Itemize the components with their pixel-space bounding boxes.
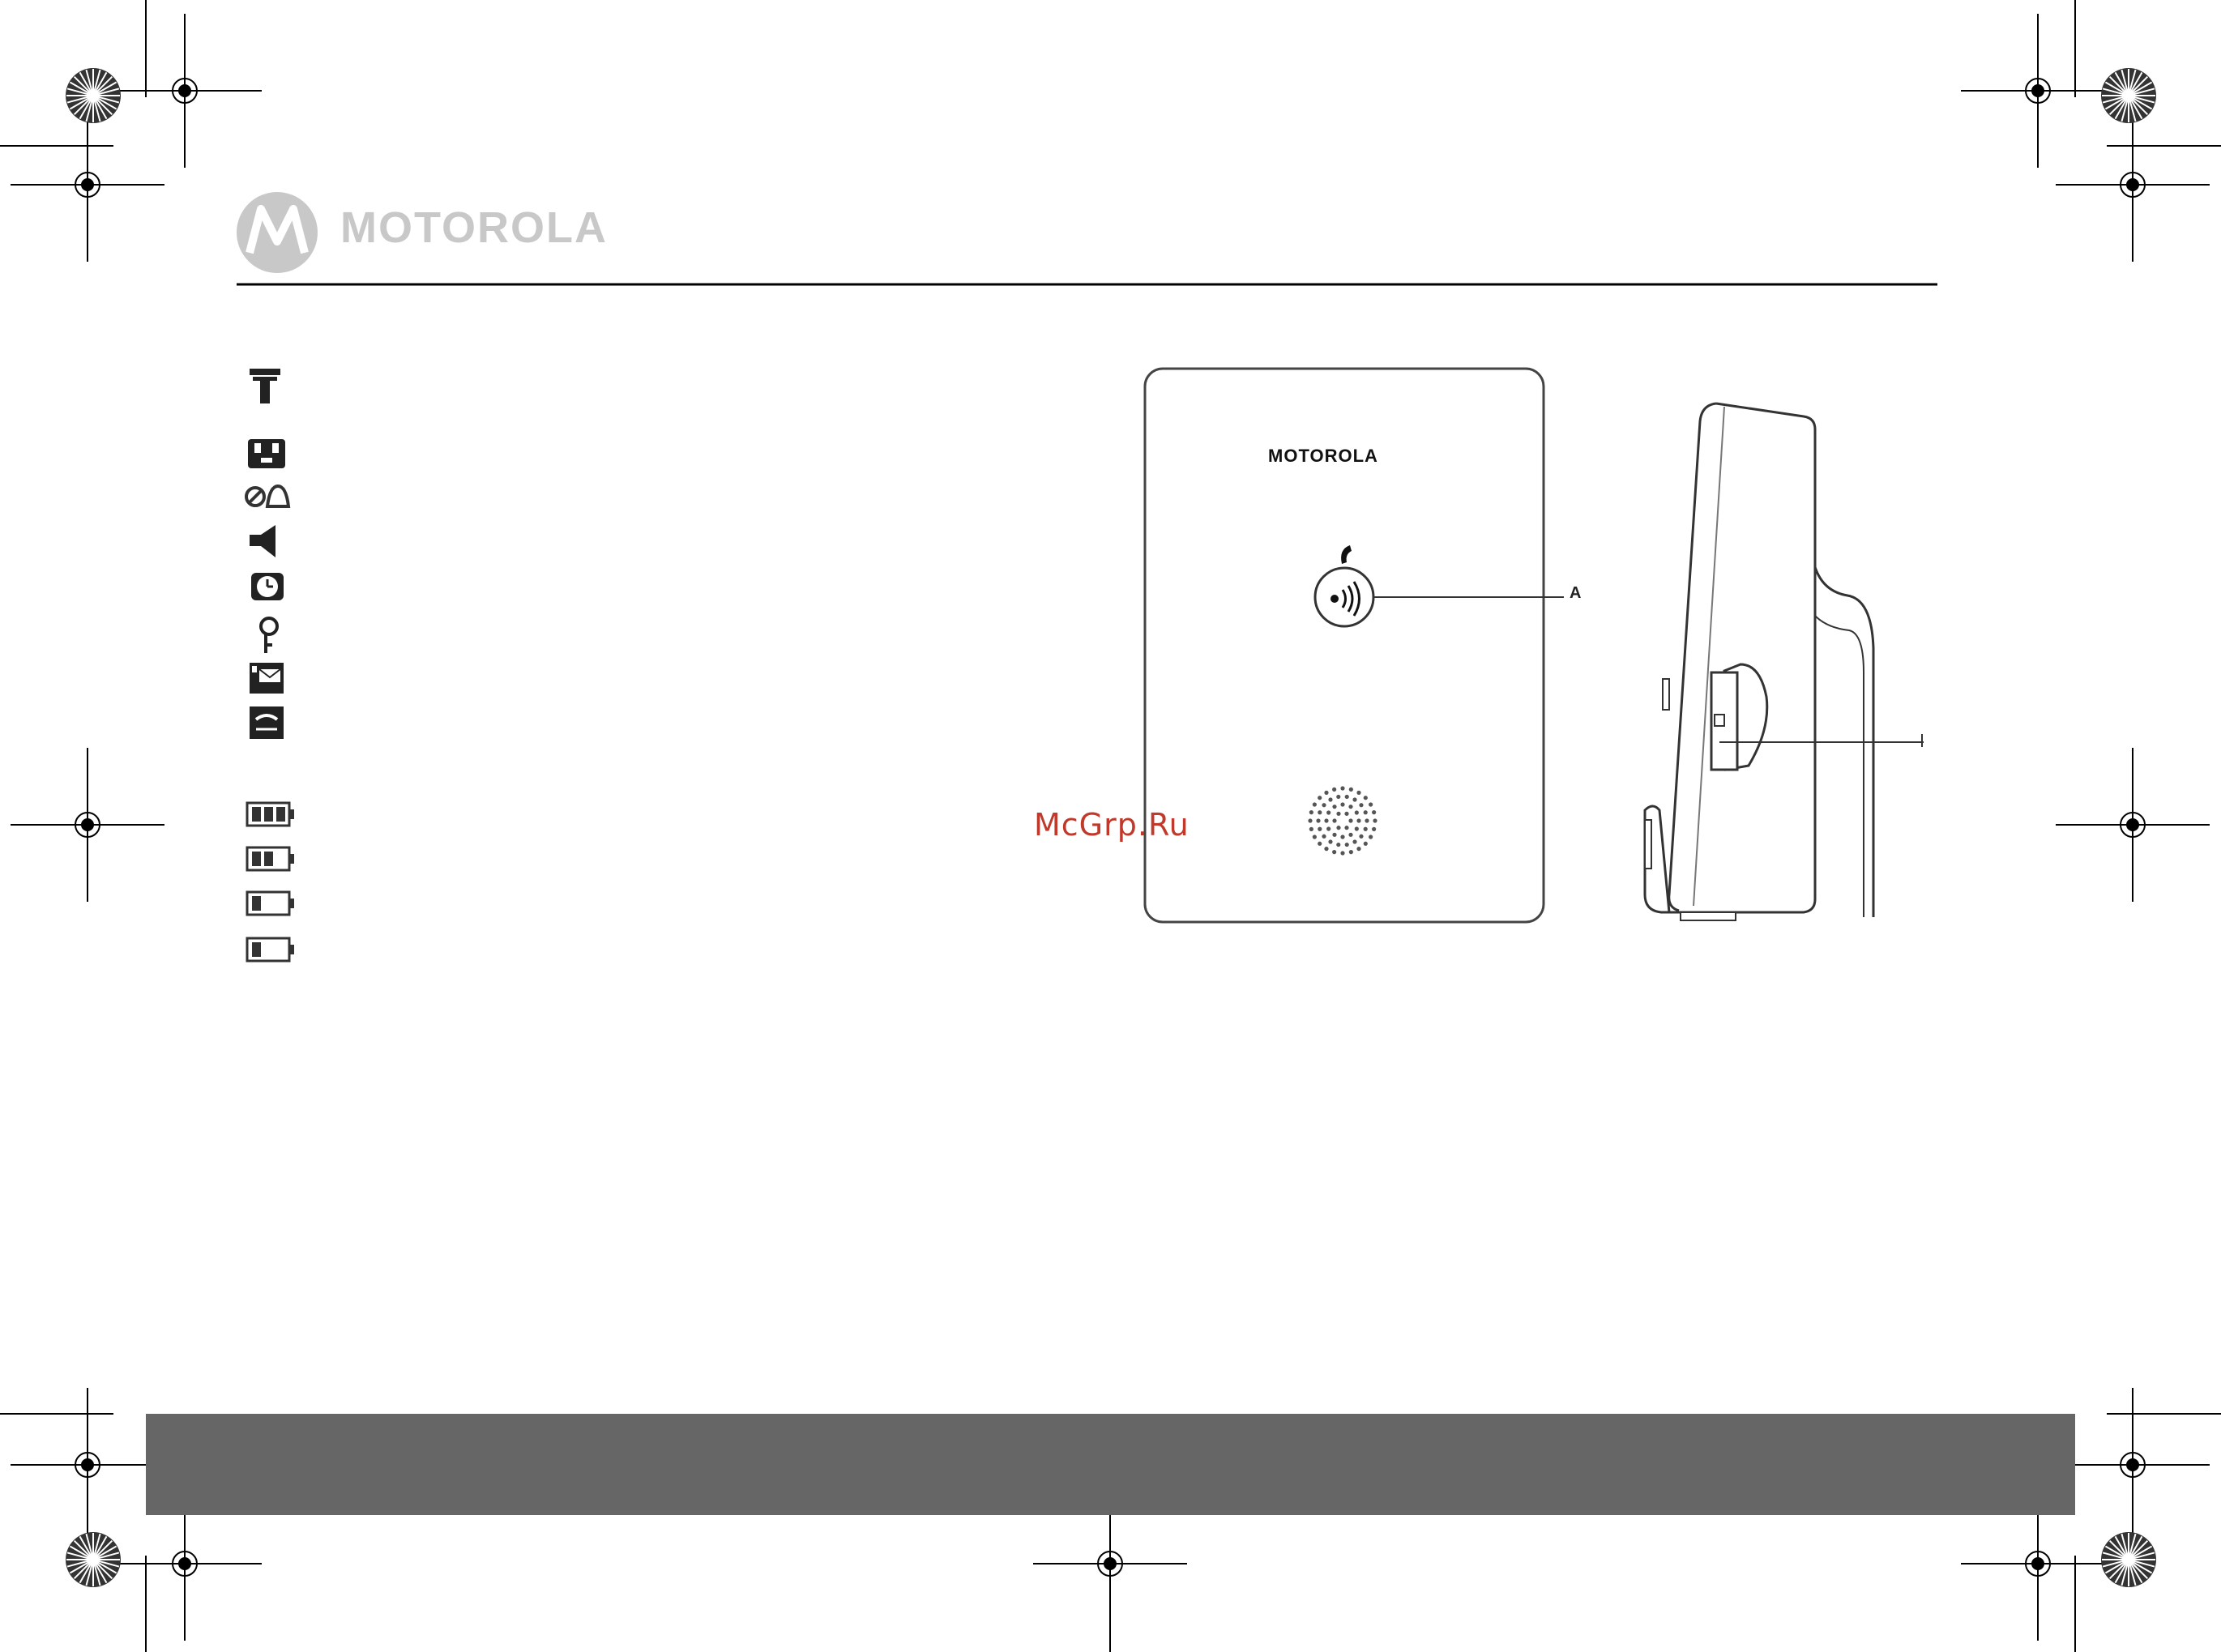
brand-wordmark: MOTOROLA (340, 203, 608, 252)
footer-bar (146, 1414, 2075, 1515)
watermark-text: McGrp.Ru (1034, 807, 1190, 843)
callout-label-a: A (1570, 584, 1582, 602)
device-brand-label: MOTOROLA (1268, 446, 1378, 466)
